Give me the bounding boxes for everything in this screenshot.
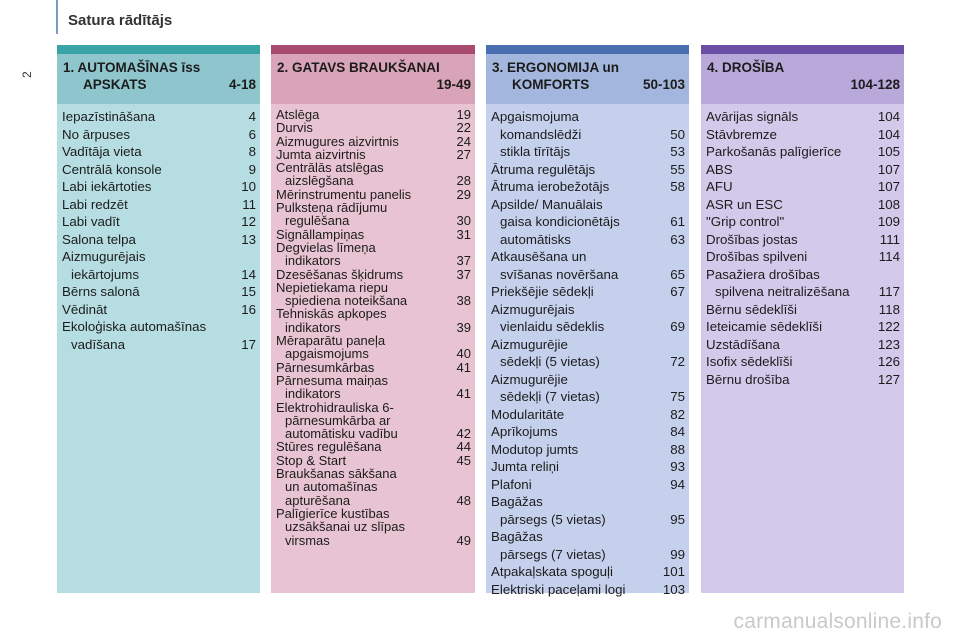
section-title: 4. DROŠĪBA [707, 60, 785, 75]
toc-entry[interactable] [62, 318, 256, 353]
toc-entry-page: 127 [877, 371, 900, 387]
toc-entry-page: 50 [670, 126, 685, 142]
toc-entry-label: Isofix sēdeklīši [706, 354, 793, 369]
toc-entry[interactable] [706, 266, 900, 301]
section-title: 2. GATAVS BRAUKŠANAI [277, 60, 440, 75]
toc-entry-label: apgaismojums [285, 346, 369, 362]
toc-entry-label: Pārnesumkārbas [276, 359, 375, 375]
toc-entry-page: 22 [456, 120, 471, 136]
toc-entry-page: 109 [877, 214, 900, 229]
toc-entry-label: vienlaidu sēdeklis [500, 319, 605, 334]
toc-entry[interactable] [276, 121, 471, 134]
toc-entry-page: 122 [877, 319, 900, 334]
toc-entry-label: ASR un ESC [706, 196, 783, 212]
toc-entry-page: 103 [662, 581, 685, 597]
toc-entry-label: Signāllampiņas [276, 226, 365, 242]
toc-entry-label: Parkošanās palīgierīce [706, 144, 842, 159]
toc-entry-page: 45 [456, 452, 471, 468]
toc-entry[interactable] [276, 148, 471, 161]
toc-entry-page: 69 [670, 319, 685, 334]
toc-entry-page: 8 [248, 144, 256, 159]
toc-entry-page: 39 [456, 319, 471, 335]
toc-entry-page: 30 [456, 213, 471, 229]
toc-entry[interactable] [706, 161, 900, 179]
toc-entry[interactable] [62, 161, 256, 179]
page-number: 2 [20, 71, 34, 78]
section-3-column [486, 45, 689, 597]
section-title: 1. AUTOMAŠĪNAS īss [63, 60, 201, 75]
toc-entry-label: stikla tīrītājs [500, 144, 571, 159]
page-title: Satura rādītājs [68, 12, 173, 29]
toc-entry-label: Aizmugurējais [62, 249, 146, 264]
section-title-cont: KOMFORTS [512, 77, 590, 92]
section-header[interactable] [271, 54, 475, 104]
toc-entry-label: Modularitāte [491, 406, 565, 422]
section-color-stripe [486, 45, 689, 54]
toc-entry-label: Bērns salonā [62, 284, 140, 299]
toc-entry-label: Apgaismojuma [491, 109, 579, 124]
toc-entry-page: 88 [670, 441, 685, 457]
toc-entry-page: 93 [670, 459, 685, 474]
toc-entry[interactable] [706, 318, 900, 336]
toc-entry-label: Bagāžas [491, 494, 543, 509]
toc-entry[interactable] [706, 196, 900, 214]
toc-entry-label: spiediena noteikšana [285, 293, 408, 309]
toc-entry[interactable] [276, 188, 471, 201]
toc-entry-label: un automašīnas [285, 479, 378, 495]
toc-entry-label: Atpakaļskata spoguļi [491, 564, 613, 579]
toc-entry-label: Vēdināt [62, 301, 108, 317]
section-page-range: 4-18 [228, 77, 256, 92]
toc-entry-label: Jumta reliņi [491, 459, 559, 474]
toc-entry[interactable] [62, 178, 256, 196]
toc-entry[interactable] [706, 248, 900, 266]
toc-entry[interactable] [276, 334, 471, 361]
toc-entry-label: Drošības spilveni [706, 249, 808, 264]
toc-entry-label: Ekoloģiska automašīnas [62, 319, 207, 334]
toc-entry-label: Mērinstrumentu panelis [276, 186, 412, 202]
toc-entry-label: indikators [285, 253, 341, 269]
watermark: carmanualsonline.info [733, 610, 942, 633]
toc-entry-page: 31 [456, 226, 471, 242]
toc-entry[interactable] [62, 283, 256, 301]
section-title-line2 [277, 76, 471, 93]
toc-entry-label: pārsegs (7 vietas) [500, 546, 606, 562]
section-page-range: 104-128 [850, 77, 900, 92]
toc-entry-label: regulēšana [285, 213, 350, 229]
toc-entry[interactable] [491, 336, 685, 371]
toc-entry-label: Atkausēšana un [491, 249, 587, 264]
toc-entry[interactable] [276, 467, 471, 507]
toc-entry-label: komandslēdži [500, 126, 582, 142]
section-title-cont [707, 76, 727, 93]
toc-entry[interactable] [276, 201, 471, 228]
toc-entry-page: 101 [662, 564, 685, 579]
toc-entry[interactable] [491, 301, 685, 336]
toc-entry[interactable] [706, 178, 900, 196]
toc-entry-label: Stūres regulēšana [276, 439, 382, 455]
toc-entry[interactable] [276, 454, 471, 467]
toc-entry-label: Aizmugures aizvirtnis [276, 133, 399, 149]
section-entries [271, 104, 475, 593]
toc-entry-label: Labi vadīt [62, 214, 120, 229]
toc-entry[interactable] [706, 353, 900, 371]
toc-entry[interactable] [276, 241, 471, 268]
section-entries [57, 104, 260, 593]
toc-entry[interactable] [62, 248, 256, 283]
toc-entry-page: 11 [242, 196, 256, 212]
toc-entry-page: 53 [670, 144, 685, 159]
toc-entry-label: Vadītāja vieta [62, 144, 142, 159]
toc-entry[interactable] [706, 336, 900, 354]
toc-entry-label: ABS [706, 161, 733, 177]
toc-entry-label: virsmas [285, 532, 330, 548]
toc-entry-label: svīšanas novēršana [500, 266, 619, 282]
section-title: 3. ERGONOMIJA un [492, 60, 620, 75]
toc-entry-page: 63 [670, 231, 685, 247]
toc-entry-page: 9 [248, 161, 256, 177]
toc-entry-label: Bērnu drošība [706, 371, 790, 387]
section-header[interactable] [486, 54, 689, 104]
section-color-stripe [271, 45, 475, 54]
toc-entry-page: 19 [456, 107, 471, 122]
toc-entry[interactable] [276, 161, 471, 188]
section-page-range: 19-49 [436, 77, 471, 92]
toc-entry[interactable] [706, 143, 900, 161]
toc-entry[interactable] [491, 248, 685, 283]
section-title-cont [277, 76, 297, 93]
toc-entry-label: Durvis [276, 120, 313, 136]
toc-entry[interactable] [491, 441, 685, 459]
toc-entry-label: Avārijas signāls [706, 109, 799, 124]
toc-entry-page: 29 [456, 186, 471, 202]
toc-entry[interactable] [276, 307, 471, 334]
toc-entry-label: Ātruma ierobežotājs [491, 179, 610, 194]
toc-entry-page: 41 [456, 386, 471, 402]
section-title-line2 [707, 76, 900, 93]
toc-entry[interactable] [706, 301, 900, 319]
toc-entry-label: Pulksteņa rādījumu [276, 200, 388, 216]
toc-entry-page: 107 [877, 161, 900, 177]
toc-entry-page: 27 [456, 146, 471, 162]
toc-entry[interactable] [491, 161, 685, 179]
section-title-line2 [492, 76, 685, 93]
toc-entry[interactable] [276, 440, 471, 453]
toc-entry-label: Labi iekārtoties [62, 179, 152, 194]
toc-entry-label: aizslēgšana [285, 173, 354, 189]
toc-entry[interactable] [491, 108, 685, 143]
toc-entry-label: Apsilde/ Manuālais [491, 196, 603, 212]
toc-entry-label: Tehniskās apkopes [276, 306, 387, 322]
toc-entry[interactable] [491, 581, 685, 599]
toc-entry[interactable] [491, 563, 685, 581]
toc-entry-label: Mēraparātu paneļa [276, 333, 386, 349]
toc-entry-label: vadīšana [71, 336, 125, 352]
toc-entry[interactable] [491, 423, 685, 441]
toc-entry-label: Uzstādīšana [706, 336, 780, 352]
toc-entry-page: 123 [877, 336, 900, 352]
toc-entry-label: Iepazīstināšana [62, 109, 156, 124]
toc-entry-page: 55 [670, 161, 685, 177]
toc-entry-label: Degvielas līmeņa [276, 239, 376, 255]
toc-entry-label: automātisks [500, 231, 571, 247]
toc-entry[interactable] [276, 374, 471, 401]
toc-entry-label: pārsegs (5 vietas) [500, 511, 606, 527]
toc-entry-label: Centrālās atslēgas [276, 160, 384, 176]
toc-entry[interactable] [706, 371, 900, 389]
toc-entry-page: 111 [879, 231, 900, 247]
toc-entry-label: spilvena neitralizēšana [715, 284, 850, 299]
toc-entry-label: indikators [285, 319, 341, 335]
toc-entry-label: Drošības jostas [706, 231, 798, 247]
toc-entry-page: 42 [456, 426, 471, 442]
toc-entry-page: 72 [670, 354, 685, 369]
toc-entry[interactable] [62, 231, 256, 249]
toc-entry-label: sēdekļi (5 vietas) [500, 354, 600, 369]
toc-entry-page: 65 [670, 266, 685, 282]
toc-entry-label: Nepietiekama riepu [276, 279, 389, 295]
toc-entry[interactable] [276, 108, 471, 121]
toc-entry[interactable] [276, 361, 471, 374]
toc-entry-page: 104 [877, 109, 900, 124]
toc-entry-page: 12 [241, 214, 256, 229]
toc-entry-page: 15 [241, 284, 256, 299]
toc-entry[interactable] [62, 108, 256, 126]
toc-entry-label: Bagāžas [491, 529, 543, 544]
toc-entry[interactable] [62, 196, 256, 214]
toc-entry-page: 10 [241, 179, 256, 194]
section-page-range: 50-103 [642, 77, 685, 92]
toc-entry-label: indikators [285, 386, 341, 402]
toc-entry-label: Elektrohidrauliska 6- [276, 399, 394, 415]
toc-entry[interactable] [706, 231, 900, 249]
toc-entry-label: Atslēga [276, 107, 320, 122]
toc-entry-label: gaisa kondicionētājs [500, 214, 620, 229]
toc-entry[interactable] [491, 493, 685, 528]
section-title-cont: APSKATS [83, 77, 147, 92]
toc-entry-label: Aprīkojums [491, 424, 558, 439]
toc-entry-label: Elektriski paceļami logi [491, 581, 626, 597]
toc-entry-label: Jumta aizvirtnis [276, 146, 366, 162]
toc-entry[interactable] [491, 458, 685, 476]
toc-entry[interactable] [706, 126, 900, 144]
toc-entry[interactable] [276, 228, 471, 241]
toc-entry-page: 82 [670, 406, 685, 422]
section-header[interactable] [701, 54, 904, 104]
toc-entry-page: 108 [877, 196, 900, 212]
toc-entry-page: 14 [241, 266, 256, 282]
section-header[interactable] [57, 54, 260, 104]
toc-entry-page: 37 [456, 253, 471, 269]
toc-entry-label: Stop & Start [276, 452, 347, 468]
section-entries [486, 104, 689, 597]
toc-entry-page: 94 [670, 476, 685, 492]
toc-entry-page: 40 [456, 346, 471, 362]
section-2-column [271, 45, 475, 593]
toc-entry-label: iekārtojums [71, 266, 139, 282]
section-4-column [701, 45, 904, 593]
toc-entry[interactable] [706, 108, 900, 126]
toc-entry[interactable] [491, 231, 685, 249]
toc-entry-page: 44 [456, 439, 471, 455]
toc-entry-label: Bērnu sēdeklīši [706, 301, 797, 317]
toc-entry-page: 6 [248, 126, 256, 142]
toc-entry[interactable] [276, 268, 471, 281]
toc-entry-label: pārnesumkārba ar [285, 412, 391, 428]
toc-entry-page: 126 [877, 354, 900, 369]
toc-entry-label: Labi redzēt [62, 196, 128, 212]
toc-entry-label: Centrālā konsole [62, 161, 162, 177]
toc-entry-page: 48 [456, 492, 471, 508]
toc-entry-page: 16 [241, 301, 256, 317]
toc-entry-label: apturēšana [285, 492, 351, 508]
toc-entry[interactable] [276, 401, 471, 441]
section-color-stripe [701, 45, 904, 54]
toc-entry-label: Aizmugurējais [491, 301, 575, 317]
toc-entry-page: 49 [456, 532, 471, 548]
toc-entry-page: 28 [456, 173, 471, 189]
toc-entry[interactable] [491, 283, 685, 301]
toc-entry-page: 99 [670, 546, 685, 562]
toc-entry-page: 104 [877, 126, 900, 142]
toc-entry-page: 61 [670, 214, 685, 229]
toc-entry-label: "Grip control" [706, 214, 785, 229]
toc-entry[interactable] [62, 301, 256, 319]
toc-entry-page: 41 [456, 359, 471, 375]
toc-entry-label: Braukšanas sākšana [276, 466, 397, 482]
toc-entry[interactable] [706, 213, 900, 231]
section-1-column [57, 45, 260, 593]
header-accent-bar [56, 0, 58, 34]
toc-entry-label: uzsākšanai uz slīpas [285, 519, 405, 535]
toc-entry[interactable] [491, 476, 685, 494]
toc-entry-page: 24 [456, 133, 471, 149]
toc-entry-label: Salona telpa [62, 231, 136, 247]
toc-entry-page: 37 [456, 266, 471, 282]
toc-entry-label: Modutop jumts [491, 441, 579, 457]
toc-entry-label: sēdekļi (7 vietas) [500, 389, 600, 404]
toc-entry-page: 17 [241, 336, 256, 352]
toc-entry-page: 105 [877, 144, 900, 159]
section-entries [701, 104, 904, 593]
toc-entry[interactable] [491, 371, 685, 406]
toc-entry-page: 117 [878, 284, 900, 299]
toc-entry-label: Priekšējie sēdekļi [491, 284, 594, 299]
toc-entry-page: 4 [248, 109, 256, 124]
toc-entry-label: Ātruma regulētājs [491, 161, 596, 177]
toc-entry-label: automātisku vadību [285, 426, 398, 442]
toc-entry-label: Palīgierīce kustības [276, 505, 390, 521]
toc-entry-label: Aizmugurējie [491, 336, 568, 352]
toc-entry-page: 118 [878, 301, 900, 317]
toc-entry[interactable] [491, 143, 685, 161]
toc-entry-label: Ieteicamie sēdeklīši [706, 319, 823, 334]
toc-entry-page: 58 [670, 179, 685, 194]
toc-entry-label: Plafoni [491, 476, 532, 492]
toc-entry-page: 84 [670, 424, 685, 439]
toc-entry[interactable] [276, 507, 471, 547]
toc-entry-label: AFU [706, 179, 733, 194]
toc-entry[interactable] [62, 126, 256, 144]
toc-entry[interactable] [491, 196, 685, 231]
toc-entry-label: Pārnesuma maiņas [276, 372, 388, 388]
toc-entry-page: 95 [670, 511, 685, 527]
section-title-line2 [63, 76, 256, 93]
toc-entry[interactable] [491, 528, 685, 563]
toc-entry-label: Pasažiera drošības [706, 266, 820, 282]
toc-entry-page: 114 [878, 249, 900, 264]
toc-entry-label: Stāvbremze [706, 126, 777, 142]
toc-entry[interactable] [491, 406, 685, 424]
toc-entry-page: 13 [241, 231, 256, 247]
toc-entry[interactable] [62, 213, 256, 231]
toc-entry[interactable] [62, 143, 256, 161]
toc-entry-page: 107 [877, 179, 900, 194]
toc-entry-page: 75 [670, 389, 685, 404]
toc-entry[interactable] [491, 178, 685, 196]
toc-entry-label: Aizmugurējie [491, 371, 568, 387]
toc-entry[interactable] [276, 281, 471, 308]
section-color-stripe [57, 45, 260, 54]
toc-entry-label: Dzesēšanas šķidrums [276, 266, 404, 282]
toc-entry-page: 67 [670, 284, 685, 299]
toc-entry[interactable] [276, 135, 471, 148]
toc-entry-label: No ārpuses [62, 126, 130, 142]
toc-entry-page: 38 [456, 293, 471, 309]
